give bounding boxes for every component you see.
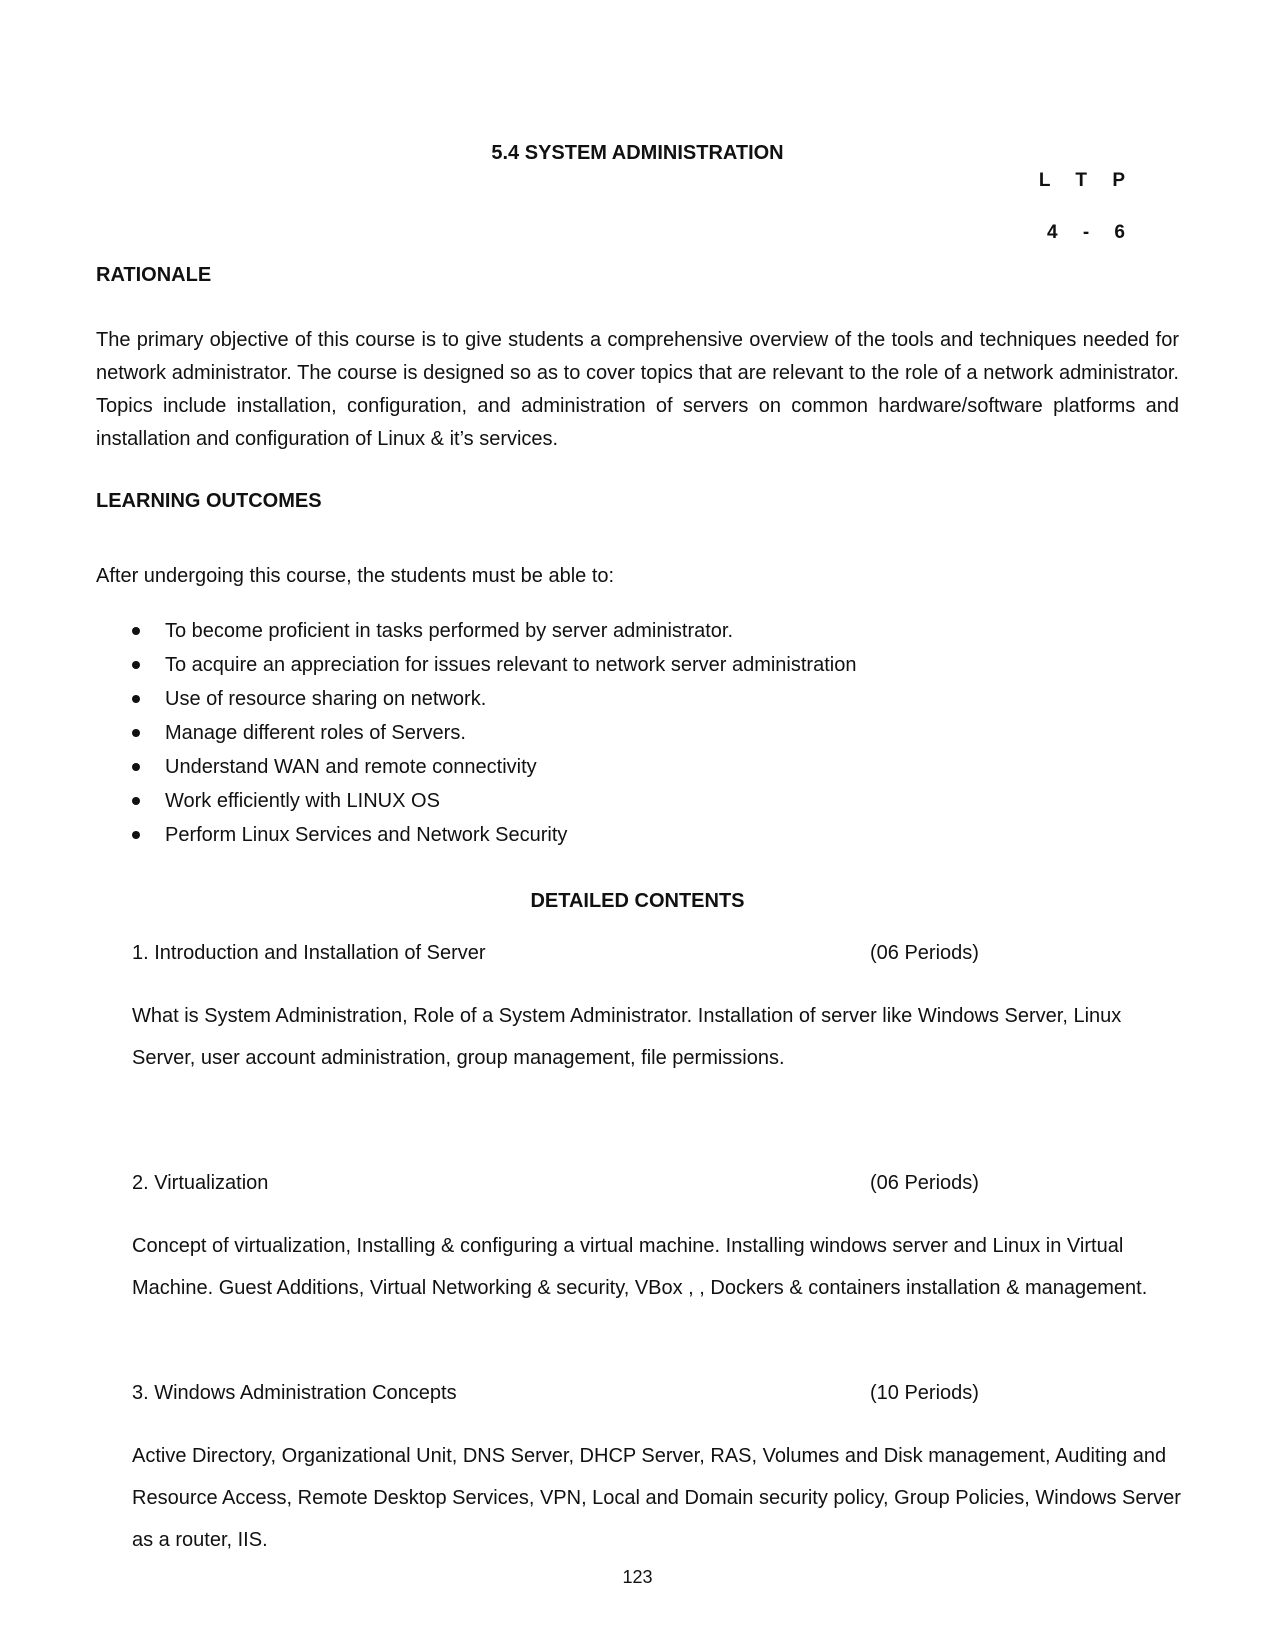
unit-1-body: What is System Administration, Role of a System Administrator. Installation of server like Windows Server, Linux Server, user account administration, group management, file permissions. [132, 1005, 1122, 1069]
unit-3-periods: (10 Periods) [870, 1382, 979, 1404]
ltp-values: 4 - 6 [1046, 222, 1135, 243]
unit-2-periods: (06 Periods) [870, 1172, 979, 1194]
detailed-contents-heading: DETAILED CONTENTS [530, 890, 745, 912]
rationale-text: The primary objective of this course is to give students a comprehensive overview of the tools and techniques needed for network administrator. The course is designed so as to cover topics that are relevant to the role of a network administrator. Topics include installation, configuration, and administration of servers on common hardware/software platforms and installation and configuration of Linux & it’s services. [96, 329, 1179, 450]
page-number: 123 [622, 1567, 653, 1587]
ltp-header: L T P [1038, 170, 1135, 191]
list-item: To acquire an appreciation for issues relevant to network server administration [132, 648, 856, 682]
list-item: Understand WAN and remote connectivity [132, 750, 856, 784]
unit-2-body: Concept of virtualization, Installing & configuring a virtual machine. Installing windows server and Linux in Virtual Machine. Guest Additions, Virtual Networking & security, VBox , , Dockers & containers installation & management. [132, 1235, 1148, 1299]
list-item: Use of resource sharing on network. [132, 682, 856, 716]
unit-1-periods: (06 Periods) [870, 942, 979, 964]
unit-1-title: 1. Introduction and Installation of Server [132, 942, 486, 964]
unit-3-body: Active Directory, Organizational Unit, DNS Server, DHCP Server, RAS, Volumes and Disk management, Auditing and Resource Access, Remote Desktop Services, VPN, Local and Domain security policy, Group Policies, Windows Server as a router, IIS. [132, 1445, 1181, 1551]
list-item: To become proficient in tasks performed by server administrator. [132, 614, 856, 648]
learning-outcomes-list [132, 614, 856, 852]
page-title: 5.4 SYSTEM ADMINISTRATION [491, 142, 784, 164]
list-item: Manage different roles of Servers. [132, 716, 856, 750]
rationale-heading: RATIONALE [96, 264, 212, 286]
list-item: Perform Linux Services and Network Security [132, 818, 856, 852]
unit-3-title: 3. Windows Administration Concepts [132, 1382, 457, 1404]
learning-outcomes-heading: LEARNING OUTCOMES [96, 490, 322, 512]
list-item: Work efficiently with LINUX OS [132, 784, 856, 818]
learning-outcomes-intro: After undergoing this course, the students must be able to: [96, 565, 615, 587]
unit-2-title: 2. Virtualization [132, 1172, 269, 1194]
